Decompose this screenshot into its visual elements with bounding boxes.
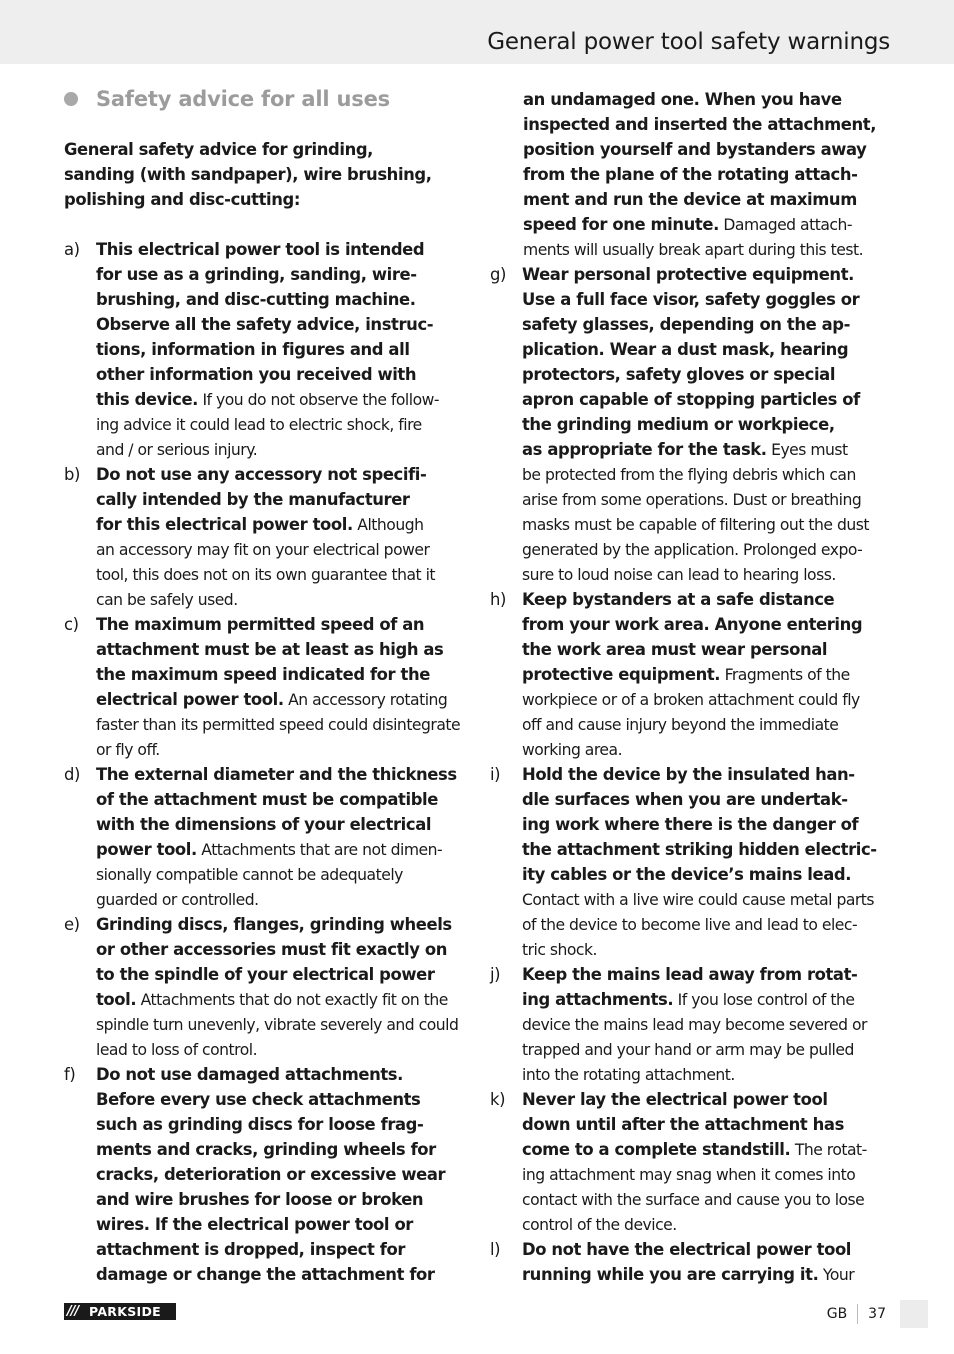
text-line [96,487,466,512]
text-line [96,387,466,412]
bold-text: to the spindle of your electrical power [96,965,435,984]
regular-text: be protected from the flying debris which can [522,466,856,484]
header-band [0,0,954,64]
bold-text: the grinding medium or workpiece, [522,415,835,434]
regular-text: contact with the surface and cause you to lose [522,1191,865,1209]
text-line [96,287,466,312]
bold-text: other information you received with [96,365,417,384]
list-item-body [522,587,894,762]
bold-text: ing attachments. [522,990,674,1009]
bold-text: for use as a grinding, sanding, wire- [96,265,417,284]
bold-text: cally intended by the manufacturer [96,490,410,509]
regular-text: off and cause injury beyond the immediate [522,716,839,734]
bold-text: power tool. [96,840,197,859]
list-item [64,462,466,612]
list-item [64,762,466,912]
bold-text: speed for one minute. [523,215,719,234]
regular-text: an accessory may fit on your electrical power [96,541,430,559]
bold-text: down until after the attachment has [522,1115,844,1134]
list-marker: l) [490,1240,501,1259]
bold-text: plication. Wear a dust mask, hearing [522,340,849,359]
text-line [96,1237,466,1262]
text-line [96,512,466,537]
text-line [96,1162,466,1187]
text-line [522,1112,894,1137]
text-line [96,1037,466,1062]
text-line [522,1012,894,1037]
logo-text: PARKSIDE [89,1304,161,1319]
bold-text: tool. [96,990,137,1009]
regular-text: sionally compatible cannot be adequately [96,866,403,884]
regular-text: tric shock. [522,941,597,959]
regular-text: masks must be capable of filtering out the dust [522,516,869,534]
list-item-body [522,1237,894,1287]
text-line [522,287,894,312]
text-line [522,437,894,462]
list-item-body [96,1062,466,1287]
text-line [96,312,466,337]
regular-text: Eyes must [766,441,848,459]
text-line [96,337,466,362]
list-item [490,1237,894,1287]
bold-text: with the dimensions of your electrical [96,815,432,834]
language-code: GB [826,1306,848,1322]
bold-text: wires. If the electrical power tool or [96,1215,413,1234]
text-line [522,812,894,837]
regular-text: The rotat- [790,1141,867,1159]
text-line [522,337,894,362]
bold-text: Grinding discs, flanges, grinding wheels [96,915,452,934]
bold-text: attachment must be at least as high as [96,640,444,659]
bold-text: Use a full face visor, safety goggles or [522,290,860,309]
list-marker: j) [490,965,501,984]
text-line [522,1212,894,1237]
footer-tab [900,1300,928,1328]
text-line [96,912,466,937]
list-item [490,762,894,962]
regular-text: ing advice it could lead to electric shock, fire [96,416,422,434]
text-line [96,887,466,912]
bold-text: the attachment striking hidden electric- [522,840,877,859]
list-item [490,262,894,587]
text-line [96,262,466,287]
bold-text: ity cables or the device’s mains lead. [522,865,852,884]
list-marker: c) [64,615,79,634]
text-line [96,837,466,862]
bold-text: Do not use damaged attachments. [96,1065,403,1084]
text-line [96,362,466,387]
regular-text: device the mains lead may become severed or [522,1016,867,1034]
text-line [96,1187,466,1212]
text-line [96,1012,466,1037]
page-header-title: General power tool safety warnings [487,29,890,55]
bold-text: this device. [96,390,198,409]
regular-text: or fly off. [96,741,160,759]
bold-text: as appropriate for the task. [522,440,767,459]
regular-text: workpiece or of a broken attachment could fly [522,691,860,709]
regular-text: Attachments that are not dimen- [196,841,443,859]
list-marker: d) [64,765,80,784]
bold-text: come to a complete standstill. [522,1140,791,1159]
regular-text: into the rotating attachment. [522,1066,735,1084]
bold-text: Do not use any accessory not specifi- [96,465,427,484]
text-line [523,162,894,187]
text-line [522,512,894,537]
bold-text: Observe all the safety advice, instruc- [96,315,434,334]
text-line [96,962,466,987]
bold-text: ing work where there is the danger of [522,815,859,834]
regular-text: Although [352,516,424,534]
text-line [522,412,894,437]
text-line [96,762,466,787]
text-line [523,112,894,137]
text-line [522,737,894,762]
text-line [96,737,466,762]
text-line [96,812,466,837]
bold-text: Keep the mains lead away from rotat- [522,965,858,984]
list-item [64,1062,466,1287]
regular-text: can be safely used. [96,591,238,609]
list-item-body [522,962,894,1087]
list-marker: f) [64,1065,76,1084]
text-line [523,137,894,162]
bold-text: Do not have the electrical power tool [522,1240,852,1259]
text-line [522,362,894,387]
text-line [523,87,894,112]
text-line [96,862,466,887]
text-line [96,1262,466,1287]
text-line [522,962,894,987]
section-title: Safety advice for all uses [96,87,390,111]
list-marker: k) [490,1090,506,1109]
bold-text: damage or change the attachment for [96,1265,435,1284]
text-line [522,1262,894,1287]
regular-text: arise from some operations. Dust or breathing [522,491,862,509]
text-line [96,662,466,687]
text-line [522,262,894,287]
regular-text: Damaged attach- [718,216,852,234]
regular-text: If you lose control of the [673,991,855,1009]
regular-text: guarded or controlled. [96,891,259,909]
text-line [522,537,894,562]
bold-text: from your work area. Anyone entering [522,615,863,634]
bold-text: and wire brushes for loose or broken [96,1190,424,1209]
text-line [522,787,894,812]
list-item [490,587,894,762]
intro-paragraph [64,137,466,212]
text-line [96,1212,466,1237]
regular-text: Your [818,1266,855,1284]
list-item-body [96,612,466,762]
bold-text: an undamaged one. When you have [523,90,842,109]
bold-text: the work area must wear personal [522,640,828,659]
bold-text: such as grinding discs for loose frag- [96,1115,424,1134]
list-item [64,612,466,762]
list-item-body [522,762,894,962]
text-line [522,462,894,487]
text-line [522,937,894,962]
bold-text: ments and cracks, grinding wheels for [96,1140,436,1159]
text-line [522,1037,894,1062]
text-line [96,637,466,662]
text-line [522,687,894,712]
text-line [522,562,894,587]
list-marker: i) [490,765,501,784]
logo-slashes: /// [67,1304,79,1319]
bold-text: protective equipment. [522,665,721,684]
list-item [490,1087,894,1237]
text-line [522,1162,894,1187]
bold-text: of the attachment must be compatible [96,790,438,809]
bold-text: position yourself and bystanders away [523,140,867,159]
text-line [96,687,466,712]
bold-text: The maximum permitted speed of an [96,615,425,634]
page-number-block [827,1301,886,1327]
text-line [96,1062,466,1087]
list-marker: h) [490,590,506,609]
bold-text: for this electrical power tool. [96,515,353,534]
bold-text: brushing, and disc-cutting machine. [96,290,416,309]
list-marker: a) [64,240,80,259]
bold-text: or other accessories must fit exactly on [96,940,447,959]
list-item-body [522,262,894,587]
intro-line: General safety advice for grinding, [64,140,374,159]
list-item [490,962,894,1087]
regular-text: tool, this does not on its own guarantee that it [96,566,436,584]
text-line [96,987,466,1012]
bold-text: cracks, deterioration or excessive wear [96,1165,446,1184]
list-marker: e) [64,915,80,934]
text-line [522,837,894,862]
intro-line: polishing and disc-cutting: [64,190,301,209]
regular-text: Attachments that do not exactly fit on the [136,991,448,1009]
bold-text: running while you are carrying it. [522,1265,819,1284]
text-line [96,587,466,612]
text-line [522,612,894,637]
regular-text: An accessory rotating [283,691,448,709]
text-line [522,1187,894,1212]
footer-divider [857,1304,858,1324]
text-line [96,537,466,562]
bold-text: electrical power tool. [96,690,284,709]
bold-text: inspected and inserted the attachment, [523,115,877,134]
text-line [96,412,466,437]
regular-text: ing attachment may snag when it comes into [522,1166,856,1184]
regular-text: faster than its permitted speed could disintegrate [96,716,461,734]
bold-text: dle surfaces when you are undertak- [522,790,848,809]
text-line [96,712,466,737]
text-line [523,187,894,212]
text-line [522,862,894,887]
list-item [64,912,466,1062]
text-line [522,312,894,337]
text-line [522,487,894,512]
text-line [96,787,466,812]
text-line [96,937,466,962]
list-marker: b) [64,465,80,484]
regular-text: generated by the application. Prolonged expo- [522,541,863,559]
text-line [96,1087,466,1112]
list-item-body [522,1087,894,1237]
list-item-body [96,912,466,1062]
regular-text: Fragments of the [720,666,850,684]
text-line [522,637,894,662]
bold-text: Hold the device by the insulated han- [522,765,855,784]
right-column [490,87,894,1287]
text-line [522,762,894,787]
left-column [64,87,466,1287]
regular-text: and / or serious injury. [96,441,258,459]
text-line [522,1062,894,1087]
bold-text: apron capable of stopping particles of [522,390,860,409]
regular-text: Contact with a live wire could cause metal parts [522,891,875,909]
list-item-body [96,462,466,612]
regular-text: working area. [522,741,623,759]
regular-text: ments will usually break apart during this test. [523,241,864,259]
bold-text: Wear personal protective equipment. [522,265,854,284]
text-line [96,1137,466,1162]
list-item-continuation [490,87,894,262]
bold-text: This electrical power tool is intended [96,240,425,259]
bold-text: ment and run the device at maximum [523,190,857,209]
regular-text: control of the device. [522,1216,677,1234]
regular-text: sure to loud noise can lead to hearing loss. [522,566,836,584]
bold-text: Never lay the electrical power tool [522,1090,828,1109]
intro-line: sanding (with sandpaper), wire brushing, [64,165,432,184]
regular-text: spindle turn unevenly, vibrate severely and could [96,1016,459,1034]
text-line [96,562,466,587]
text-line [96,437,466,462]
bold-text: the maximum speed indicated for the [96,665,430,684]
regular-text: lead to loss of control. [96,1041,258,1059]
bold-text: protectors, safety gloves or special [522,365,836,384]
text-line [96,1112,466,1137]
list-marker: g) [490,265,506,284]
text-line [522,1237,894,1262]
text-line [96,462,466,487]
bold-text: safety glasses, depending on the ap- [522,315,851,334]
bold-text: attachment is dropped, inspect for [96,1240,406,1259]
regular-text: of the device to become live and lead to elec- [522,916,858,934]
bold-text: Before every use check attachments [96,1090,421,1109]
list-item-body [96,237,466,462]
text-line [522,662,894,687]
bold-text: Keep bystanders at a safe distance [522,590,835,609]
list-item-body [96,762,466,912]
bold-text: The external diameter and the thickness [96,765,457,784]
parkside-logo [64,1303,176,1320]
text-line [522,712,894,737]
text-line [522,1137,894,1162]
text-line [522,1087,894,1112]
text-line [522,987,894,1012]
text-line [96,612,466,637]
text-line [96,237,466,262]
text-line [523,237,894,262]
text-line [522,387,894,412]
regular-text: If you do not observe the follow- [198,391,440,409]
text-line [522,587,894,612]
bold-text: from the plane of the rotating attach- [523,165,858,184]
text-line [523,212,894,237]
bold-text: tions, information in figures and all [96,340,410,359]
text-line [522,912,894,937]
text-line [522,887,894,912]
page-number: 37 [868,1306,886,1322]
regular-text: trapped and your hand or arm may be pulled [522,1041,854,1059]
list-item [64,237,466,462]
